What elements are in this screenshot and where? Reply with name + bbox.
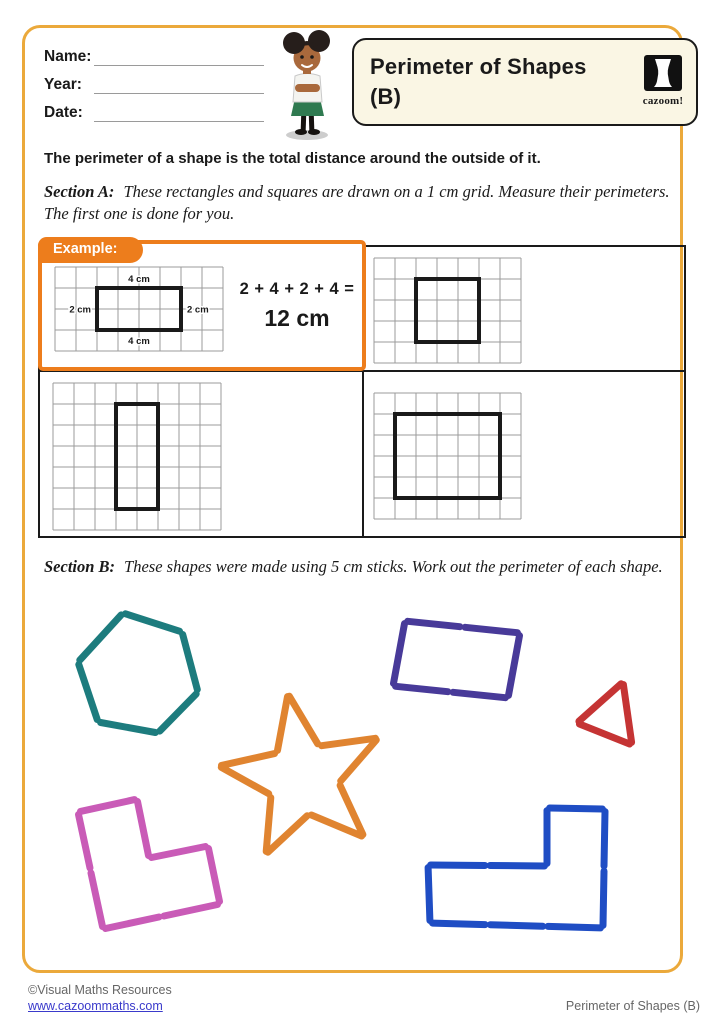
name-label: Name: bbox=[44, 48, 92, 65]
example-box bbox=[38, 240, 366, 371]
stick-shape-rectangle bbox=[394, 621, 520, 697]
footer-worksheet-name: Perimeter of Shapes (B) bbox=[565, 999, 700, 1013]
example-grid bbox=[54, 266, 224, 357]
stick-shape-l-shape-pink bbox=[79, 800, 220, 929]
svg-text:2 cm: 2 cm bbox=[69, 304, 91, 316]
intro-text: The perimeter of a shape is the total distance around the outside of it. bbox=[44, 150, 541, 167]
svg-text:4 cm: 4 cm bbox=[128, 336, 150, 347]
svg-text:2 cm: 2 cm bbox=[187, 304, 209, 316]
footer-website-link[interactable]: www.cazoommaths.com bbox=[28, 998, 163, 1013]
section-b-label: Section B: bbox=[44, 557, 116, 576]
equation-answer: 12 cm bbox=[264, 305, 330, 331]
stick-shape-hexagon bbox=[79, 614, 198, 733]
stick-shape-triangle bbox=[579, 684, 632, 744]
cazoom-logo-text: cazoom! bbox=[642, 95, 684, 107]
section-b-instructions: These shapes were made using 5 cm sticks. Work out the perimeter of each shape. bbox=[124, 557, 663, 576]
footer-copyright: ©Visual Maths Resources bbox=[28, 983, 172, 997]
section-a-instructions: These rectangles and squares are drawn on a 1 cm grid. Measure their perimeters. The first one is done for you. bbox=[44, 182, 670, 223]
example-tab: Example: bbox=[38, 237, 143, 263]
date-label: Date: bbox=[44, 104, 83, 121]
section-a-label: Section A: bbox=[44, 182, 115, 201]
year-label: Year: bbox=[44, 76, 82, 93]
equation-sum: 2 + 4 + 2 + 4 = bbox=[239, 280, 355, 298]
stick-shape-l-shape-blue bbox=[428, 808, 605, 928]
example-equation bbox=[234, 280, 360, 332]
worksheet-title: Perimeter of Shapes (B) bbox=[370, 54, 587, 109]
svg-text:4 cm: 4 cm bbox=[128, 274, 150, 285]
stick-shape-star bbox=[221, 696, 376, 852]
